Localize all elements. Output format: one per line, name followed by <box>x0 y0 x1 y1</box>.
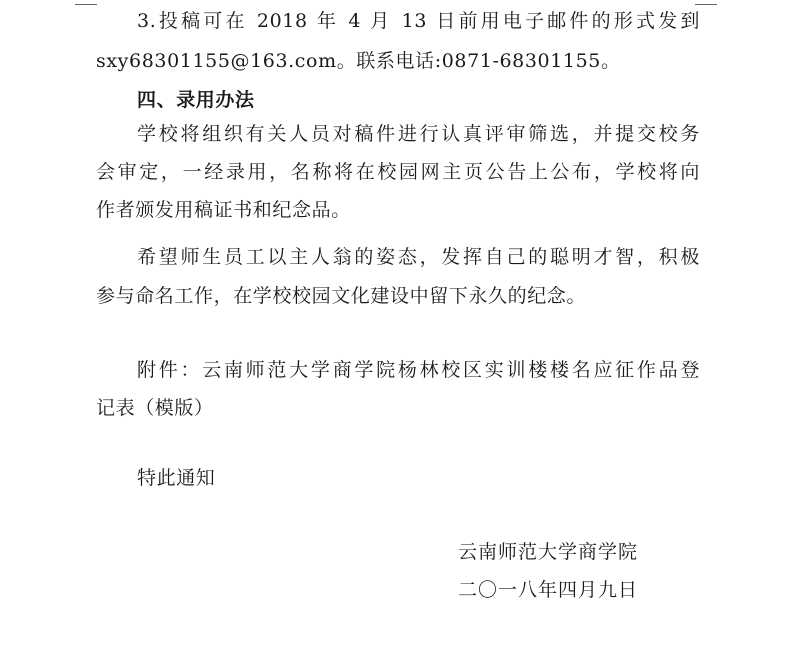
section4-para-line3: 作者颁发用稿证书和纪念品。 <box>96 199 351 221</box>
item3-line2-contact: sxy68301155@163.com。联系电话:0871-68301155。 <box>96 50 621 72</box>
crop-mark-right <box>695 0 717 5</box>
section4-heading: 四、录用办法 <box>137 89 255 111</box>
attachment-line1: 附件：云南师范大学商学院杨林校区实训楼楼名应征作品登 <box>137 359 700 381</box>
attachment-line2: 记表（模版） <box>96 397 214 419</box>
crop-mark-left <box>75 0 97 5</box>
notice-text: 特此通知 <box>137 467 216 489</box>
signature-date: 二〇一八年四月九日 <box>458 579 639 601</box>
section4-para-line2: 会审定，一经录用，名称将在校园网主页公告上公布，学校将向 <box>96 161 700 183</box>
signature-org: 云南师范大学商学院 <box>458 541 639 563</box>
closing-para-line1: 希望师生员工以主人翁的姿态，发挥自己的聪明才智，积极 <box>137 246 700 268</box>
item3-line1: 3.投稿可在 2018 年 4 月 13 日前用电子邮件的形式发到 <box>137 10 700 32</box>
closing-para-line2: 参与命名工作，在学校校园文化建设中留下永久的纪念。 <box>96 285 587 307</box>
section4-para-line1: 学校将组织有关人员对稿件进行认真评审筛选，并提交校务 <box>137 123 700 145</box>
